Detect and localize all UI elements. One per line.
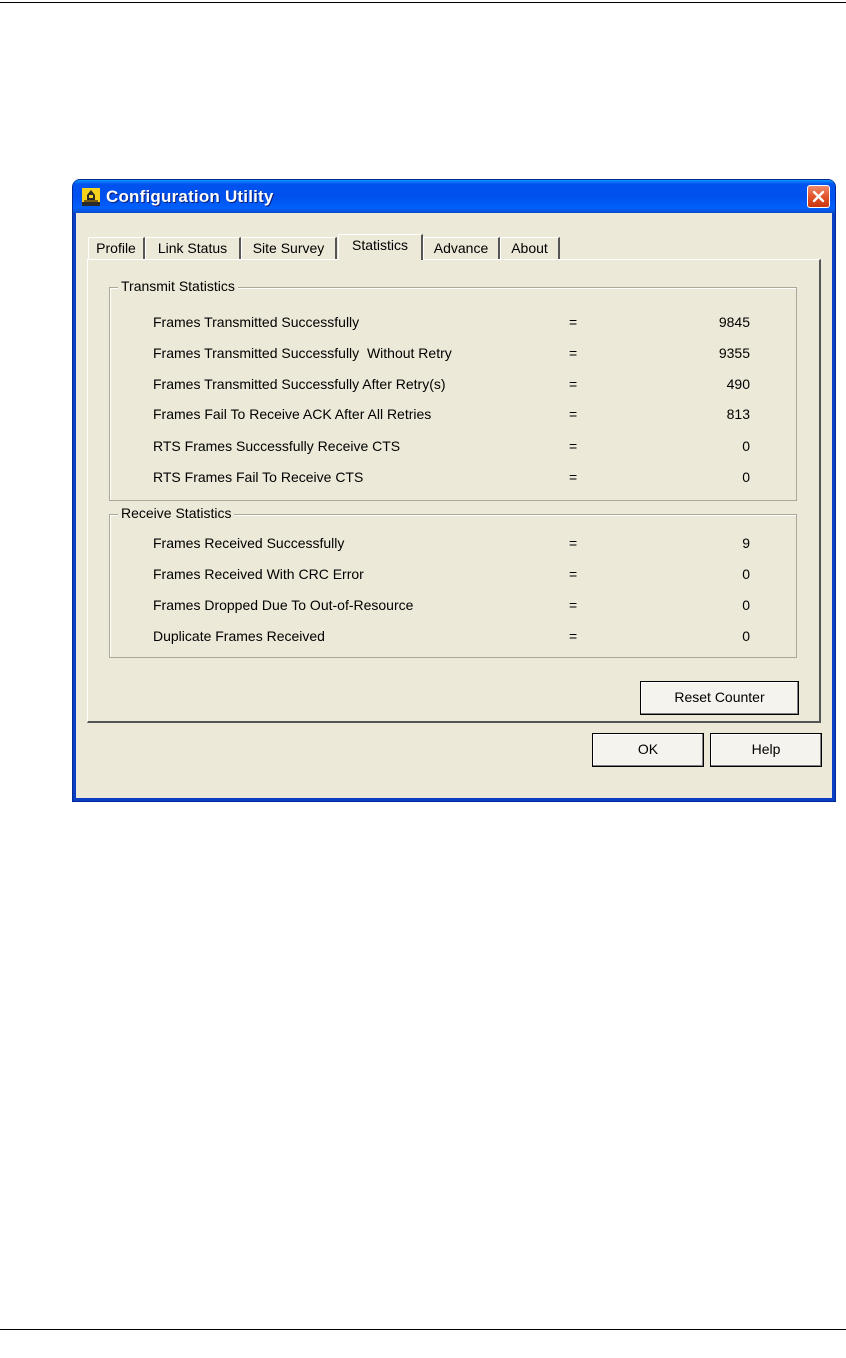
stat-row (110, 535, 798, 555)
config-utility-window (73, 180, 835, 801)
stat-label: RTS Frames Successfully Receive CTS (153, 438, 401, 454)
stat-equals: = (569, 469, 578, 485)
stat-row (110, 628, 798, 648)
stat-value: 0 (742, 628, 750, 644)
stat-row (110, 469, 798, 489)
stat-value: 0 (742, 566, 750, 582)
app-icon (82, 188, 100, 206)
stat-value: 0 (742, 438, 750, 454)
tab-link-status[interactable]: Link Status (145, 237, 241, 259)
stat-label: Frames Transmitted Successfully Without Retry (153, 345, 452, 361)
window-title: Configuration Utility (106, 187, 274, 206)
tab-about[interactable]: About (500, 237, 560, 259)
tab-advance[interactable]: Advance (423, 237, 500, 259)
stat-label: Frames Received Successfully (153, 535, 345, 551)
transmit-statistics-title: Transmit Statistics (118, 278, 238, 295)
stat-row (110, 438, 798, 458)
page-bottom-rule (0, 1329, 846, 1330)
stat-equals: = (569, 438, 578, 454)
stat-equals: = (569, 535, 578, 551)
stat-value: 490 (726, 376, 750, 392)
stat-equals: = (569, 566, 578, 582)
receive-statistics-group (109, 505, 797, 658)
stat-row (110, 376, 798, 396)
title-bar[interactable] (73, 180, 835, 213)
reset-counter-button[interactable]: Reset Counter (640, 681, 799, 715)
close-icon (811, 189, 826, 204)
transmit-statistics-group (109, 278, 797, 501)
stat-value: 813 (726, 406, 750, 422)
stat-label: Duplicate Frames Received (153, 628, 325, 644)
stat-equals: = (569, 314, 578, 330)
ok-button[interactable]: OK (592, 733, 704, 767)
help-button[interactable]: Help (710, 733, 822, 767)
stat-equals: = (569, 376, 578, 392)
page-top-rule (0, 2, 846, 3)
receive-statistics-title: Receive Statistics (118, 505, 234, 522)
stat-label: Frames Received With CRC Error (153, 566, 364, 582)
stat-label: Frames Transmitted Successfully After Retry(s) (153, 376, 446, 392)
statistics-panel (87, 259, 821, 723)
close-button[interactable] (807, 185, 830, 208)
stat-row (110, 566, 798, 586)
tab-statistics[interactable]: Statistics (338, 234, 423, 260)
stat-value: 9845 (718, 314, 750, 330)
stat-equals: = (569, 345, 578, 361)
stat-label: RTS Frames Fail To Receive CTS (153, 469, 364, 485)
stat-row (110, 314, 798, 334)
stat-label: Frames Dropped Due To Out-of-Resource (153, 597, 414, 613)
stat-label: Frames Transmitted Successfully (153, 314, 360, 330)
stat-value: 0 (742, 597, 750, 613)
stat-label: Frames Fail To Receive ACK After All Retries (153, 406, 432, 422)
stat-equals: = (569, 628, 578, 644)
tab-profile[interactable]: Profile (88, 237, 145, 259)
stat-row (110, 406, 798, 426)
stat-row (110, 597, 798, 617)
stat-row (110, 345, 798, 365)
stat-equals: = (569, 597, 578, 613)
stat-value: 9355 (718, 345, 750, 361)
tab-site-survey[interactable]: Site Survey (241, 237, 337, 259)
dialog-client-area (76, 213, 832, 798)
stat-value: 0 (742, 469, 750, 485)
stat-value: 9 (742, 535, 750, 551)
stat-equals: = (569, 406, 578, 422)
